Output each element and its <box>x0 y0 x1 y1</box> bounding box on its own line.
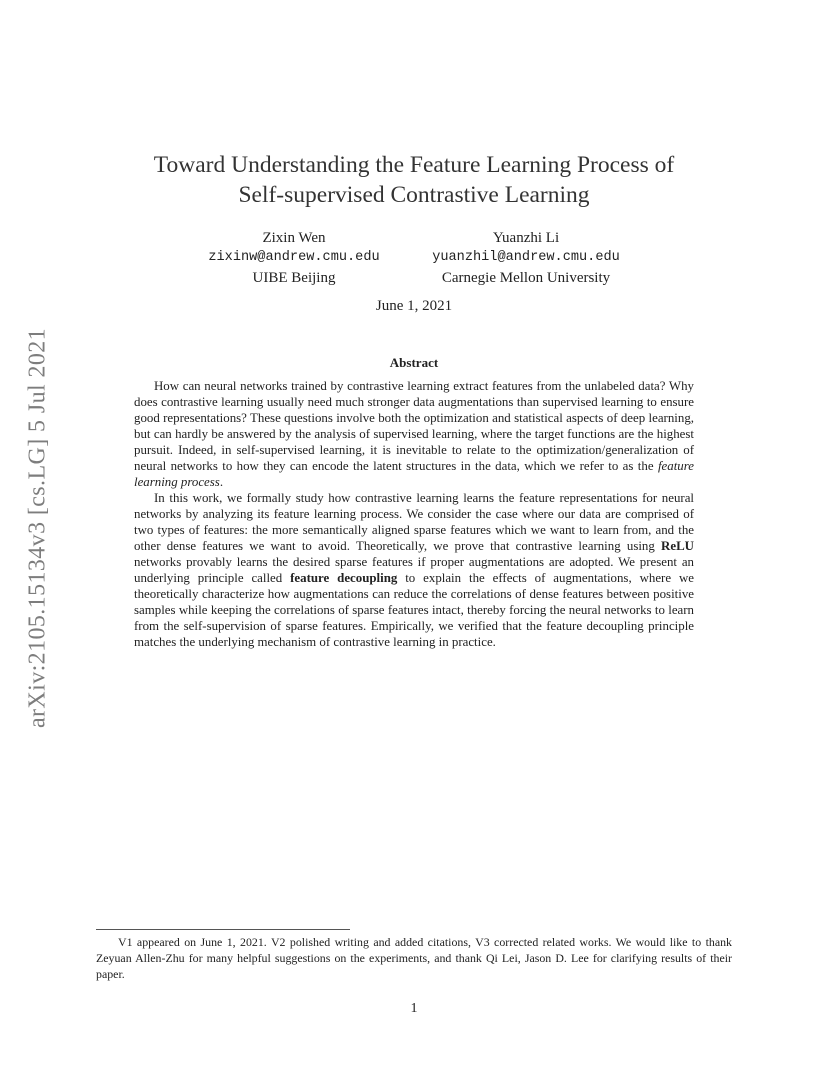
author-affiliation: Carnegie Mellon University <box>441 270 611 286</box>
abstract-text: . <box>219 475 224 489</box>
abstract-paragraph-1 <box>134 378 694 490</box>
abstract-paragraph-2 <box>134 490 694 650</box>
publication-date: June 1, 2021 <box>375 298 453 314</box>
author-block-1 <box>196 228 392 288</box>
abstract-text: networks provably learns the desired sparse features if proper augmentations are adopted. We present an underlying principle called <box>134 555 694 585</box>
abstract-text: to explain the effects of augmentations, where we theoretically characterize how augmentations can reduce the correlations of dense features between positive samples while keeping the correlations of sparse features intact, thereby forcing the neural networks to learn from the self-supervision of sparse features. Empirically, we verified that the feature decoupling principle matches the underlying mechanism of contrastive learning in practice. <box>134 571 694 649</box>
arxiv-identifier-stamp: arXiv:2105.15134v3 [cs.LG] 5 Jul 2021 <box>24 327 51 729</box>
author-email: yuanzhil@andrew.cmu.edu <box>432 250 620 265</box>
page-number: 1 <box>410 1001 418 1016</box>
abstract-emphasis: feature learning process <box>134 459 694 489</box>
author-email: zixinw@andrew.cmu.edu <box>208 250 380 265</box>
author-name: Yuanzhi Li <box>492 230 560 246</box>
abstract-text: In this work, we formally study how contrastive learning learns the feature representations for neural networks by analyzing its feature learning process. We consider the case where our data are comprised of two types of features: the more semantically aligned sparse features which we want to learn from, and the other dense features we want to avoid. Theoretically, we prove that contrastive learning using <box>134 491 694 553</box>
footnote-divider <box>96 929 350 930</box>
abstract-bold-term: feature decoupling <box>290 571 398 585</box>
title-line-1: Toward Understanding the Feature Learning Process of <box>153 152 675 178</box>
title-line-2: Self-supervised Contrastive Learning <box>238 182 590 208</box>
author-block-2 <box>420 228 632 288</box>
abstract-body <box>134 378 694 650</box>
abstract-bold-term: ReLU <box>661 539 694 553</box>
author-name: Zixin Wen <box>262 230 326 246</box>
paper-title <box>0 150 828 210</box>
author-affiliation: UIBE Beijing <box>252 270 336 286</box>
footnote: V1 appeared on June 1, 2021. V2 polished writing and added citations, V3 corrected related works. We would like to thank Zeyuan Allen-Zhu for many helpful suggestions on the experiments, and thank Qi Lei, Jason D. Lee for clarifying results of their paper. <box>96 935 732 981</box>
abstract-text: How can neural networks trained by contrastive learning extract features from the unlabeled data? Why does contrastive learning usually need much stronger data augmentations than supervised learning to ensure good representations? These questions involve both the optimization and statistical aspects of deep learning, but can hardly be answered by the analysis of supervised learning, where the target functions are the highest pursuit. Indeed, in self-supervised learning, it is inevitable to relate to the optimization/generalization of neural networks to how they can encode the latent structures in the data, which we refer to as the <box>134 379 694 473</box>
abstract-heading: Abstract <box>389 355 439 370</box>
